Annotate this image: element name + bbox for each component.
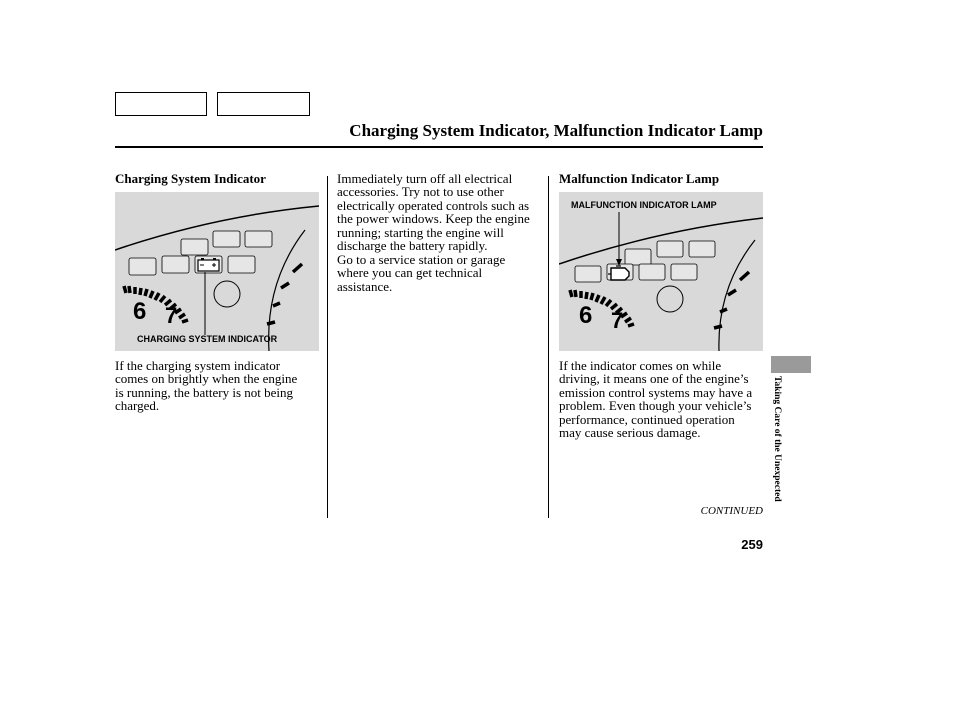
gauge-number-7: 7 — [611, 308, 624, 333]
malfunction-heading: Malfunction Indicator Lamp — [559, 171, 720, 186]
charging-figure-label: CHARGING SYSTEM INDICATOR — [137, 334, 278, 344]
column-divider-1 — [327, 176, 328, 518]
battery-icon — [198, 258, 219, 271]
nav-box-right[interactable] — [217, 92, 310, 116]
check-engine-icon — [608, 266, 629, 280]
charging-body: If the charging system indicator comes on brightly when the engine is running, the battery is not being charged. — [115, 358, 298, 414]
malfunction-figure — [559, 192, 763, 351]
gauge-number-7: 7 — [165, 303, 178, 328]
section-tab-marker[interactable] — [771, 356, 811, 373]
charging-figure — [115, 192, 319, 351]
title-rule — [115, 146, 763, 148]
column-divider-2 — [548, 176, 549, 518]
gauge-number-6: 6 — [133, 298, 147, 325]
section-tab-label: Taking Care of the Unexpected — [772, 376, 782, 502]
nav-box-left[interactable] — [115, 92, 207, 116]
continued-label: CONTINUED — [700, 505, 763, 517]
page-title: Charging System Indicator, Malfunction Indicator Lamp — [349, 121, 763, 140]
gauge-number-6: 6 — [579, 302, 593, 329]
malfunction-body: If the indicator comes on while driving, it means one of the engine’s emission control systems may have a problem. Even though your vehicle’s performance, continued operation may cause serious damage. — [559, 358, 753, 441]
charging-heading: Charging System Indicator — [115, 171, 266, 186]
middle-paragraph-1: Immediately turn off all electrical accessories. Try not to use other electrically operated controls such as the power windows. Keep the engine running; starting the engine will discharge the battery rapidly. — [337, 171, 530, 254]
malfunction-figure-label: MALFUNCTION INDICATOR LAMP — [571, 200, 717, 210]
page-number: 259 — [741, 537, 763, 552]
middle-paragraph-2: Go to a service station or garage where you can get technical assistance. — [337, 252, 506, 294]
